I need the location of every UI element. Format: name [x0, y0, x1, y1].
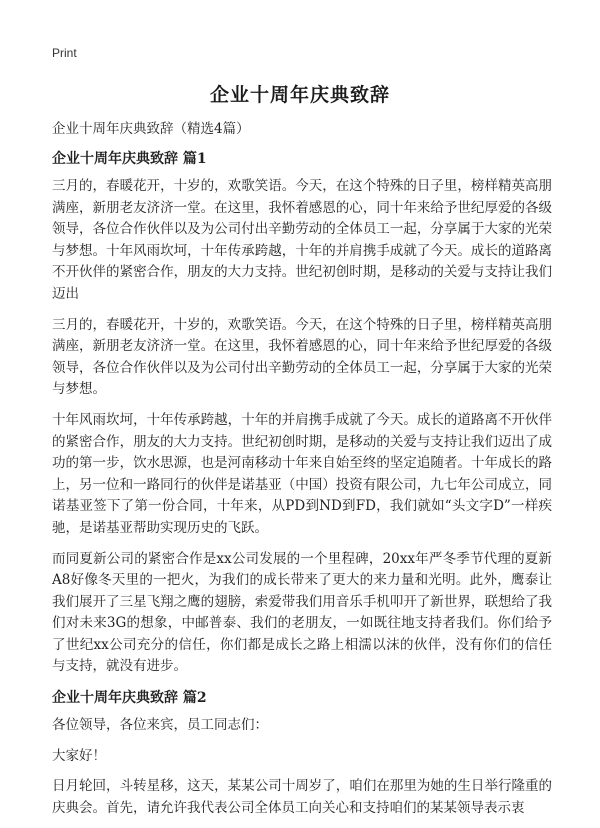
paragraph: 各位领导，各位来宾，员工同志们： [52, 717, 268, 734]
paragraph: 三月的，春暖花开，十岁的，欢歌笑语。今天，在这个特殊的日子里，榜样精英高朋满座，新朋老友济济一堂。在这里，我怀着感恩的心，同十年来给予世纪厚爱的各级领导，各位合作伙伴以及为公司付出辛勤劳动的全体员工一起，分享属于大家的光荣与梦想。十年风雨坎坷，十年传承跨越，十年的并肩携手成就了今天。成长的道路离不开伙伴的紧密合作，朋友的大力支持。世纪初创时期，是移动的关爱与支持让我们迈出 [52, 178, 552, 302]
print-link[interactable]: Print [52, 46, 77, 60]
paragraph: 十年风雨坎坷，十年传承跨越，十年的并肩携手成就了今天。成长的道路离不开伙伴的紧密合作，朋友的大力支持。世纪初创时期，是移动的关爱与支持让我们迈出了成功的第一步，饮水思源，也是河南移动十年来自始至终的坚定追随者。十年成长的路上，另一位和一路同行的伙伴是诺基亚（中国）投资有限公司，九七年公司成立，同诺基亚签下了第一份合同，十年来，从PD到ND到FD，我们就如“头文字D”一样疾驰，是诺基亚帮助实现历史的飞跃。 [52, 411, 552, 536]
section-heading: 企业十周年庆典致辞 篇1 [52, 151, 207, 167]
paragraph: 而同夏新公司的紧密合作是xx公司发展的一个里程碑，20xx年严冬季节代理的夏新A8好像冬天里的一把火，为我们的成长带来了更大的来力量和光明。此外，鹰泰让我们展开了三星飞翔之鹰的翅膀，索爱带我们用音乐手机叩开了新世界，联想给了我们对未来3G的想象，中邮普泰、我们的老朋友，一如既往地支持者我们。你们给予了世纪xx公司充分的信任，你们都是成长之路上相濡以沫的伙伴，没有你们的信任与支持，就没有进步。 [52, 550, 552, 675]
section-heading: 企业十周年庆典致辞 篇2 [52, 690, 207, 707]
page-title: 企业十周年庆典致辞 [209, 84, 390, 106]
paragraph: 大家好！ [52, 747, 106, 764]
document-body [52, 118, 552, 828]
section-2 [52, 687, 552, 819]
paragraph: 三月的，春暖花开，十岁的，欢歌笑语。今天，在这个特殊的日子里，榜样精英高朋满座，新朋老友济济一堂。在这里，我怀着感恩的心，同十年来给予世纪厚爱的各级领导，各位合作伙伴以及为公司付出辛勤劳动的全体员工一起，分享属于大家的光荣与梦想。 [52, 316, 552, 398]
document-subtitle: 企业十周年庆典致辞（精选4篇） [52, 121, 250, 137]
section-1 [52, 148, 552, 678]
paragraph: 日月轮回，斗转星移，这天，某某公司十周岁了，咱们在那里为她的生日举行隆重的庆典会。首先，请允许我代表公司全体员工向关心和支持咱们的某某领导表示衷 [52, 778, 552, 816]
